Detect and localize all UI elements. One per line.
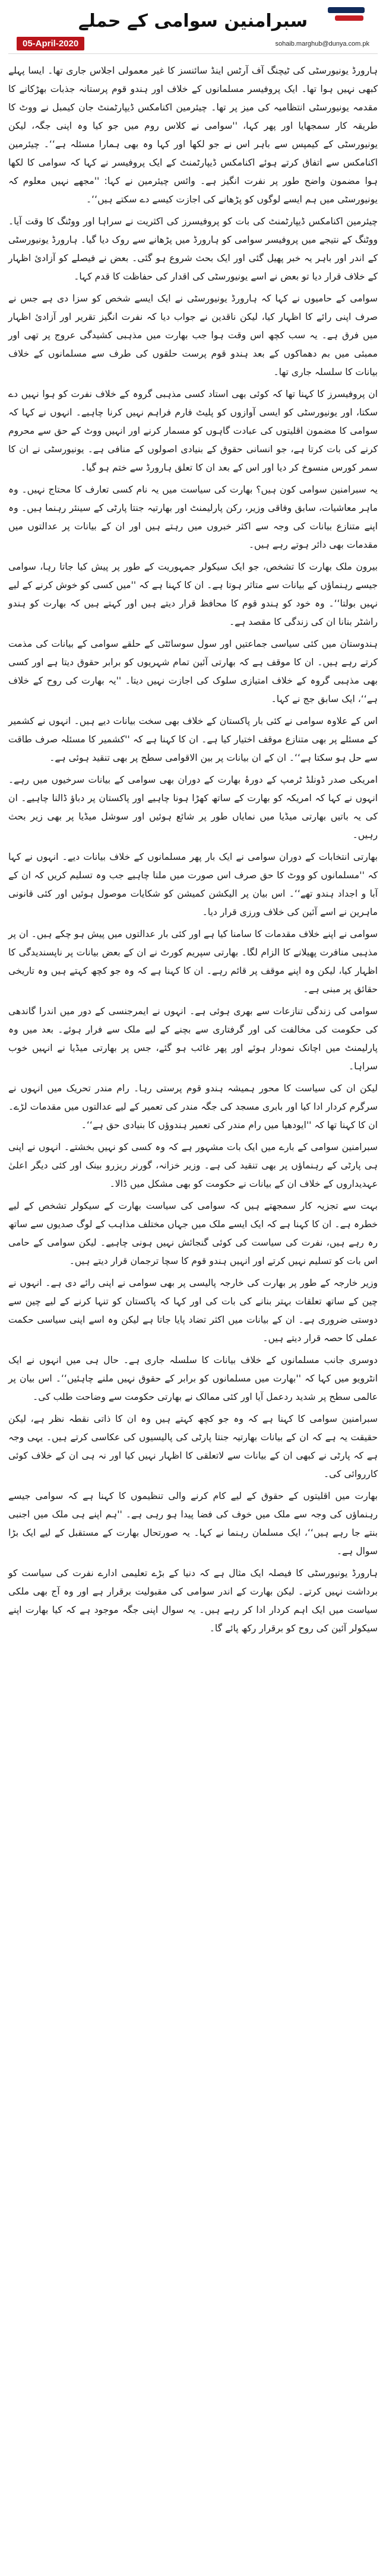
article-paragraph: ہارورڈ یونیورسٹی کی ٹیچنگ آف آرٹس اینڈ سائنسز کا غیر معمولی اجلاس جاری تھا۔ ایسا پہلے کبھی نہیں ہوا تھا۔ ایک پروفیسر مسلمانوں کے خلاف اور ہندو قوم پرستانہ جذبات بھڑکانے کا مقدمہ یونیورسٹی انتظامیہ کی میز پر تھا۔ چیئرمین اکنامکس ڈیپارٹمنٹ جان کیمبل نے ووٹ کا طریقہ کار سمجھایا اور پھر کہا، ''سوامی نے کلاس روم میں جو کیا وہ اپنی جگہ، لیکن یونیورسٹی کے کیمپس سے باہر اس نے جو لکھا اور کہا وہ بھی ہمارا مسئلہ ہے‘‘۔ چیئرمین اکنامکس سے اتفاق کرتے ہوئے اکنامکس ڈیپارٹمنٹ کے ایک پروفیسر نے کہا کہ سوامی کا لکھا ہوا مضمون واضح طور پر نفرت انگیز ہے۔ وائس چیئرمین نے کہا: ''مجھے نہیں معلوم کہ یونیورسٹی میں ہم ایسے لوگوں کو پڑھانے کی اجازت کیسے دے سکتے ہیں‘‘۔ [8,65,378,205]
article-paragraph: اس کے علاوہ سوامی نے کئی بار پاکستان کے خلاف بھی سخت بیانات دیے ہیں۔ انہوں نے کشمیر کے مسئلے پر بھی متنازع موقف اختیار کیا ہے۔ ان کا کہنا ہے کہ ''کشمیر کا مسئلہ صرف طاقت سے حل ہو سکتا ہے‘‘۔ ان کے ان بیانات پر بین الاقوامی سطح پر بھی تنقید ہوئی ہے۔ [8,716,378,763]
author-email: sohaib.marghub@dunya.com.pk [275,40,369,47]
publication-date: 05-April-2020 [17,37,84,50]
article-paragraph: ان پروفیسرز کا کہنا تھا کہ کوئی بھی استاد کسی مذہبی گروہ کے خلاف نفرت کو ہوا نہیں دے سکتا، اور یونیورسٹی کو ایسی آوازوں کو پلیٹ فارم فراہم نہیں کرنا چاہیے۔ انہوں نے کہا کہ سوامی کا مضمون اقلیتوں کی عبادت گاہوں کو مسمار کرنے اور انہیں ووٹ کے حق سے محروم کرنے کی بات کرتا ہے، جو انسانی حقوق کے بنیادی اصولوں کے منافی ہے۔ یونیورسٹی نے ان کا سمر کورس منسوخ کر دیا اور اس کے بعد ان کا تعلق ہارورڈ سے ختم ہو گیا۔ [8,389,378,473]
article-paragraph: سبرامنین سوامی کا کہنا ہے کہ وہ جو کچھ کہتے ہیں وہ ان کا ذاتی نقطہ نظر ہے، لیکن حقیقت یہ ہے کہ ان کے بیانات بھارتیہ جنتا پارٹی کی پالیسیوں کی عکاسی کرتے ہیں۔ یہی وجہ ہے کہ پارٹی نے کبھی ان کے بیانات سے لاتعلقی کا اظہار نہیں کیا اور نہ ہی ان کے خلاف کوئی کارروائی کی۔ [8,1414,378,1479]
column-masthead [8,0,378,54]
article-paragraph: امریکی صدر ڈونلڈ ٹرمپ کے دورۂ بھارت کے دوران بھی سوامی کے بیانات سرخیوں میں رہے۔ انہوں نے کہا کہ امریکہ کو بھارت کے ساتھ کھڑا ہونا چاہیے اور پاکستان پر دباؤ ڈالنا چاہیے۔ ان کی یہ باتیں بھارتی میڈیا میں نمایاں طور پر شائع ہوئیں اور سوشل میڈیا پر بھی زیر بحث رہیں۔ [8,774,378,840]
article-paragraph: لیکن ان کی سیاست کا محور ہمیشہ ہندو قوم پرستی رہا۔ رام مندر تحریک میں انہوں نے سرگرم کردار ادا کیا اور بابری مسجد کی جگہ مندر کی تعمیر کے لیے عدالتوں میں مقدمات لڑے۔ ان کا کہنا تھا کہ ''ایودھیا میں رام مندر کی تعمیر ہندوؤں کا بنیادی حق ہے‘‘۔ [8,1083,378,1130]
article-paragraph: بیرون ملک بھارت کا تشخص، جو ایک سیکولر جمہوریت کے طور پر پیش کیا جاتا رہا، سوامی جیسے رہنماؤں کے بیانات سے متاثر ہوتا ہے۔ ان کا کہنا ہے کہ ''میں کسی کو خوش کرنے کے لیے نہیں بولتا‘‘۔ وہ خود کو ہندو قوم کا محافظ قرار دیتے ہیں اور کہتے ہیں کہ بھارت کو ہندو راشٹر بنانا ان کی زندگی کا مقصد ہے۔ [8,561,378,627]
article-paragraph: یہ سبرامنین سوامی کون ہیں؟ بھارت کی سیاست میں یہ نام کسی تعارف کا محتاج نہیں۔ وہ ماہر معاشیات، سابق وفاقی وزیر، رکن پارلیمنٹ اور بھارتیہ جنتا پارٹی کے سینئر رہنما ہیں۔ وہ اپنے متنازع بیانات کی وجہ سے اکثر خبروں میں رہتے ہیں اور ان کے بیانات پر عدالتوں میں مقدمات بھی دائر ہوتے رہے ہیں۔ [8,484,378,550]
article-paragraph: سبرامنین سوامی کے بارے میں ایک بات مشہور ہے کہ وہ کسی کو نہیں بخشتے۔ انہوں نے اپنی ہی پارٹی کے رہنماؤں پر بھی تنقید کی ہے۔ وزیر خزانہ، گورنر ریزرو بینک اور کئی دیگر اعلیٰ عہدیداروں کے خلاف ان کے بیانات نے حکومت کو بھی مشکل میں ڈالا۔ [8,1142,378,1189]
article-paragraph: بہت سے تجزیہ کار سمجھتے ہیں کہ سوامی کی سیاست بھارت کے سیکولر تشخص کے لیے خطرہ ہے۔ ان کا کہنا ہے کہ ایک ایسے ملک میں جہاں مختلف مذاہب کے لوگ صدیوں سے ساتھ رہ رہے ہیں، نفرت کی سیاست کی کوئی گنجائش نہیں ہونی چاہیے۔ لیکن سوامی کے حامی اس بات کو تسلیم نہیں کرتے اور انہیں ہندو قوم کا سچا ترجمان قرار دیتے ہیں۔ [8,1200,378,1266]
column-title: سبرامنین سوامی کے حملے [78,11,308,31]
dunya-logo [323,2,369,39]
article-paragraph: سوامی کی زندگی تنازعات سے بھری ہوئی ہے۔ انہوں نے ایمرجنسی کے دور میں اندرا گاندھی کی حکومت کی مخالفت کی اور گرفتاری سے بچنے کے لیے ملک سے فرار ہوئے۔ بعد میں وہ پارلیمنٹ میں اچانک نمودار ہوئے اور پھر غائب ہو گئے، جس پر بھارتی میڈیا نے انہیں خوب سراہا۔ [8,1006,378,1072]
article-paragraph: سوامی نے اپنے خلاف مقدمات کا سامنا کیا ہے اور کئی بار عدالتوں میں پیش ہو چکے ہیں۔ ان پر مذہبی منافرت پھیلانے کا الزام لگا۔ بھارتی سپریم کورٹ نے ان کے بعض بیانات پر ناپسندیدگی کا اظہار کیا، لیکن وہ اپنے موقف پر قائم رہے۔ ان کا کہنا ہے کہ وہ جو کچھ کہتے ہیں وہ تاریخی حقائق پر مبنی ہے۔ [8,929,378,995]
article-paragraph: وزیر خارجہ کے طور پر بھارت کی خارجہ پالیسی پر بھی سوامی نے اپنی رائے دی ہے۔ انہوں نے چین کے ساتھ تعلقات بہتر بنانے کی بات کی اور کہا کہ پاکستان کو تنہا کرنے کے لیے چین سے دوستی ضروری ہے۔ ان کے بیانات میں اکثر تضاد پایا جاتا ہے لیکن وہ اسے اپنی سیاسی حکمت عملی کا حصہ قرار دیتے ہیں۔ [8,1278,378,1343]
article-paragraph: بھارت میں اقلیتوں کے حقوق کے لیے کام کرنے والی تنظیموں کا کہنا ہے کہ سوامی جیسے رہنماؤں کی وجہ سے ملک میں خوف کی فضا پیدا ہو رہی ہے۔ ''ہم اپنے ہی ملک میں اجنبی بنتے جا رہے ہیں‘‘، ایک مسلمان رہنما نے کہا۔ یہ صورتحال بھارت کے مستقبل کے لیے ایک بڑا سوال ہے۔ [8,1491,378,1557]
article-paragraph: چیئرمین اکنامکس ڈیپارٹمنٹ کی بات کو پروفیسرز کی اکثریت نے سراہا اور ووٹنگ کا وقت آیا۔ ووٹنگ کے نتیجے میں پروفیسر سوامی کو ہارورڈ میں پڑھانے سے روک دیا گیا۔ ہارورڈ یونیورسٹی کے اندر اور باہر یہ خبر پھیل گئی اور ایک بحث شروع ہو گئی۔ بعض نے فیصلے کو آزادیٔ اظہار کے خلاف قرار دیا تو بعض نے اسے یونیورسٹی کی اقدار کی حفاظت کا قدم کہا۔ [8,216,378,282]
article-paragraph: بھارتی انتخابات کے دوران سوامی نے ایک بار پھر مسلمانوں کے خلاف بیانات دیے۔ انہوں نے کہا کہ ''مسلمانوں کو ووٹ کا حق صرف اس صورت میں ملنا چاہیے جب وہ تسلیم کریں کہ ان کے آبا و اجداد ہندو تھے‘‘۔ اس بیان پر الیکشن کمیشن کو شکایات موصول ہوئیں اور کئی قانونی ماہرین نے اسے آئین کی خلاف ورزی قرار دیا۔ [8,852,378,917]
article-paragraph: دوسری جانب مسلمانوں کے خلاف بیانات کا سلسلہ جاری ہے۔ حال ہی میں انہوں نے ایک انٹرویو میں کہا کہ ''بھارت میں مسلمانوں کو برابر کے حقوق نہیں ملنے چاہئیں‘‘۔ اس بیان پر عالمی سطح پر شدید ردعمل آیا اور کئی ممالک نے بھارتی حکومت سے وضاحت طلب کی۔ [8,1355,378,1402]
article-paragraph: ہارورڈ یونیورسٹی کا فیصلہ ایک مثال ہے کہ دنیا کے بڑے تعلیمی ادارے نفرت کی سیاست کو برداشت نہیں کرتے۔ لیکن بھارت کے اندر سوامی کی مقبولیت برقرار ہے اور وہ آج بھی ملکی سیاست میں ایک اہم کردار ادا کر رہے ہیں۔ یہ سوال اپنی جگہ موجود ہے کہ کیا بھارت اپنے سیکولر آئین کی روح کو برقرار رکھ پائے گا۔ [8,1568,378,1634]
article-paragraph: سوامی کے حامیوں نے کہا کہ ہارورڈ یونیورسٹی نے ایک ایسے شخص کو سزا دی ہے جس نے صرف اپنی رائے کا اظہار کیا، لیکن ناقدین نے جواب دیا کہ نفرت انگیز تقریر اور آزادیٔ اظہار میں فرق ہے۔ یہ سب کچھ اس وقت ہوا جب بھارت میں مذہبی کشیدگی عروج پر تھی اور ممبئی میں بم دھماکوں کے بعد ہندو قوم پرست حلقوں کی طرف سے مسلمانوں کے خلاف بیانات کا سلسلہ جاری تھا۔ [8,293,378,377]
article-paragraph: ہندوستان میں کئی سیاسی جماعتیں اور سول سوسائٹی کے حلقے سوامی کے بیانات کی مذمت کرتے رہے ہیں۔ ان کا موقف ہے کہ بھارتی آئین تمام شہریوں کو برابر حقوق دیتا ہے اور کسی بھی مذہبی گروہ کے خلاف امتیازی سلوک کی اجازت نہیں دیتا۔ ''یہ بھارت کی روح کے خلاف ہے‘‘، ایک سابق جج نے کہا۔ [8,639,378,704]
article-body [8,62,378,2570]
logo-mark-icon [323,2,369,26]
